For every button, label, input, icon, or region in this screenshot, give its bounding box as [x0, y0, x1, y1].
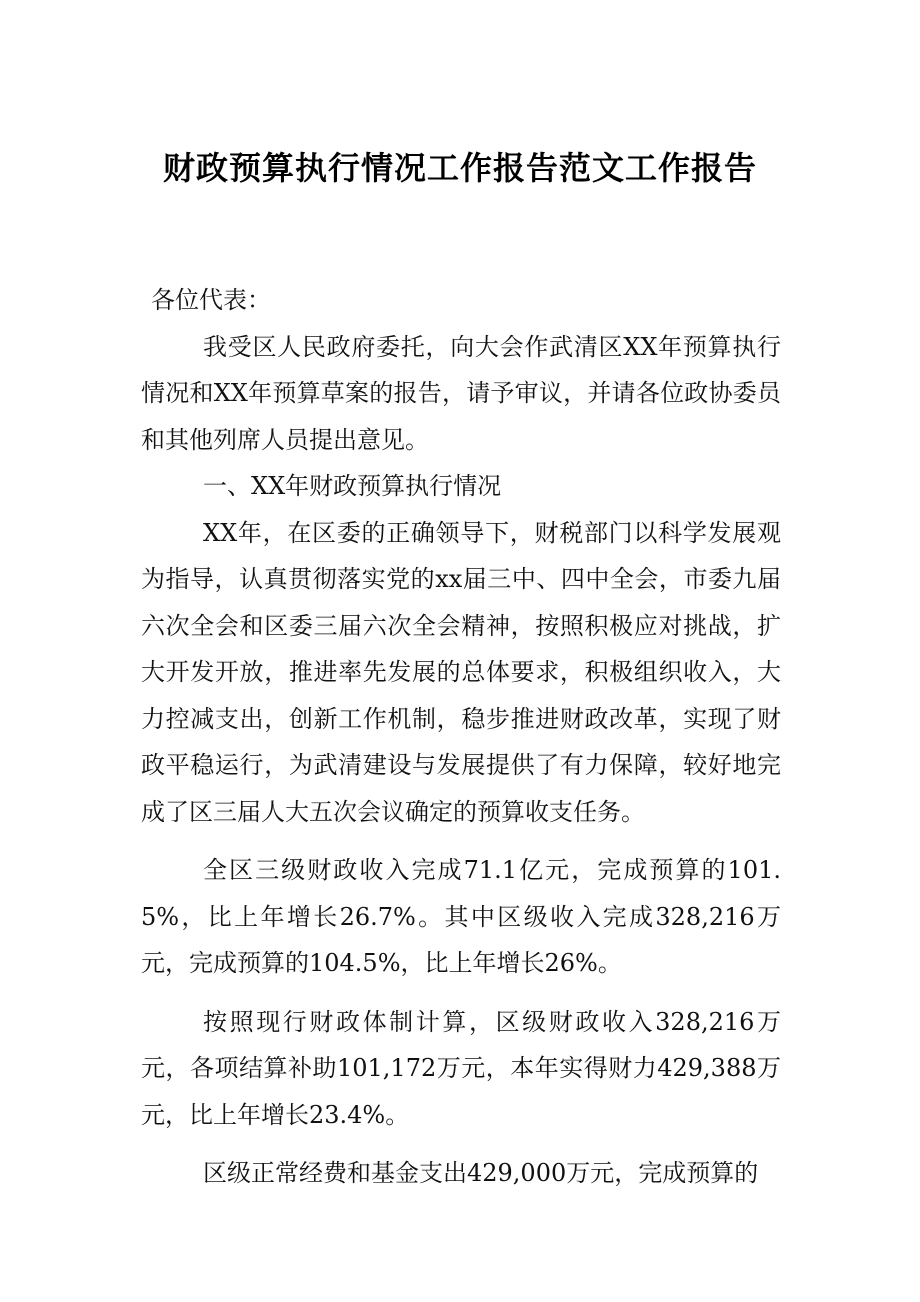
salutation: 各位代表： [151, 286, 271, 314]
section-heading: 一、XX年财政预算执行情况 [203, 472, 502, 500]
document-body [141, 277, 781, 1197]
paragraph-expenditure: 区级正常经费和基金支出429,000万元，完成预算的 [203, 1159, 759, 1187]
paragraph-district-revenue: 按照现行财政体制计算，区级财政收入328,216万元，各项结算补助101,172万元，本年实得财力429,388万元，比上年增长23.4%。 [141, 1007, 781, 1129]
paragraph-intro: 我受区人民政府委托，向大会作武清区XX年预算执行情况和XX年预算草案的报告，请予审议，并请各位政协委员和其他列席人员提出意见。 [141, 332, 781, 454]
paragraph-revenue: 全区三级财政收入完成71.1亿元，完成预算的101.5%，比上年增长26.7%。其中区级收入完成328,216万元，完成预算的104.5%，比上年增长26%。 [141, 856, 781, 977]
document-title: 财政预算执行情况工作报告范文工作报告 [162, 149, 757, 187]
paragraph-overview: XX年，在区委的正确领导下，财税部门以科学发展观为指导，认真贯彻落实党的xx届三中、四中全会，市委九届六次全会和区委三届六次全会精神，按照积极应对挑战，扩大开发开放，推进率先发展的总体要求，积极组织收入，大力控减支出，创新工作机制，稳步推进财政改革，实现了财政平稳运行，为武清建设与发展提供了有力保障，较好地完成了区三届人大五次会议确定的预算收支任务。 [141, 518, 781, 826]
